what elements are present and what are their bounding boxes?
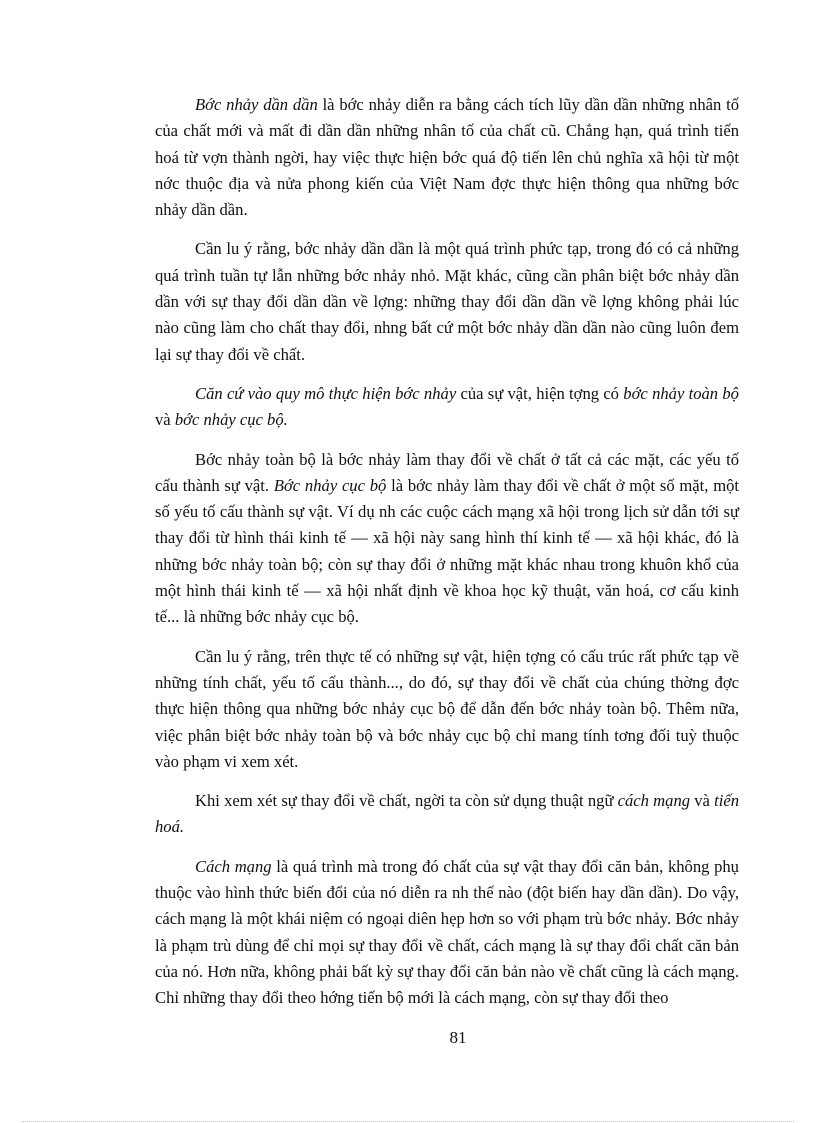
text-run: của sự vật, hiện tợng có <box>456 383 624 403</box>
text-run: Bớc nhảy toàn bộ là bớc nhảy làm thay đổi về chất ở tất cả các mặt, các yếu tố cấu thành sự vật. <box>155 449 739 495</box>
page-body <box>155 92 739 1025</box>
italic-text: tiến hoá. <box>155 791 739 837</box>
text-run: là quá trình mà trong đó chất của sự vật thay đổi căn bản, không phụ thuộc vào hình thức biến đổi của nó diễn ra nh thế nào (đột biến hay dần dần). Do vậy, cách mạng là một khái niệm có ngoại diên hẹp hơn so với phạm trù bớc nhảy. Bớc nhảy là phạm trù dùng để chỉ mọi sự thay đổi về chất, cách mạng là sự thay đổi chất căn bản của nó. Hơn nữa, không phải bất kỳ sự thay đổi căn bản nào về chất cũng là cách mạng. Chỉ những thay đổi theo hớng tiến bộ mới là cách mạng, còn sự thay đổi theo <box>155 856 739 1008</box>
text-run: là bớc nhảy làm thay đổi về chất ở một số mặt, một số yếu tố cấu thành sự vật. Ví dụ nh các cuộc cách mạng xã hội trong lịch sử dẫn tới sự thay đổi từ hình thái kinh tế — xã hội này sang hình thí kinh tế — xã hội khác, đó là những bớc nhảy toàn bộ; còn sự thay đổi ở những mặt khác nhau trong khuôn khổ của một hình thái kinh tế — xã hội nhất định về khoa học kỹ thuật, văn hoá, cơ cấu kinh tế... là những bớc nhảy cục bộ. <box>155 475 740 627</box>
text-run: và <box>155 410 175 430</box>
italic-text: Căn cứ vào quy mô thực hiện bớc nhảy <box>195 383 457 403</box>
italic-text: Bớc nhảy cục bộ <box>273 475 387 495</box>
bottom-divider <box>22 1121 794 1122</box>
text-run: Cần lu ý rằng, bớc nhảy dần dần là một quá trình phức tạp, trong đó có cả những quá trình tuần tự lẫn những bớc nhảy nhỏ. Mặt khác, cũng cần phân biệt bớc nhảy dần dần với sự thay đổi dần dần về lợng: những thay đổi dần dần về lợng không phải lúc nào cũng làm cho chất thay đổi, nhng bất cứ một bớc nhảy dần dần nào cũng luôn đem lại sự thay đổi về chất. <box>155 239 739 364</box>
italic-text: Cách mạng <box>195 856 272 876</box>
text-run: và <box>690 791 715 811</box>
paragraph <box>155 644 739 775</box>
paragraph <box>155 788 739 841</box>
italic-text: bớc nhảy toàn bộ <box>623 383 739 403</box>
paragraph <box>155 92 739 223</box>
page-number: 81 <box>449 1028 467 1047</box>
text-run: là bớc nhảy diễn ra bằng cách tích lũy dần dần những nhân tố của chất mới và mất đi dần dần những nhân tố của chất cũ. Chẳng hạn, quá trình tiến hoá từ vợn thành ngời, hay việc thực hiện bớc quá độ tiến lên chủ nghĩa xã hội từ một nớc thuộc địa và nửa phong kiến của Việt Nam đợc thực hiện thông qua những bớc nhảy dần dần. <box>155 95 740 220</box>
text-run: Cần lu ý rằng, trên thực tế có những sự vật, hiện tợng có cấu trúc rất phức tạp về những tính chất, yếu tố cấu thành..., do đó, sự thay đổi về chất của chúng thờng đợc thực hiện thông qua những bớc nhảy cục bộ để dẫn đến bớc nhảy toàn bộ. Thêm nữa, việc phân biệt bớc nhảy toàn bộ và bớc nhảy cục bộ chỉ mang tính tơng đối tuỳ thuộc vào phạm vi xem xét. <box>155 646 739 771</box>
italic-text: cách mạng <box>617 791 691 811</box>
text-run: Khi xem xét sự thay đổi về chất, ngời ta còn sử dụng thuật ngữ <box>195 791 618 811</box>
italic-text: bớc nhảy cục bộ. <box>174 410 288 430</box>
paragraph <box>155 236 739 367</box>
paragraph <box>155 854 739 1012</box>
italic-text: Bớc nhảy dần dần <box>195 95 318 114</box>
paragraph <box>155 447 739 631</box>
paragraph <box>155 381 739 434</box>
